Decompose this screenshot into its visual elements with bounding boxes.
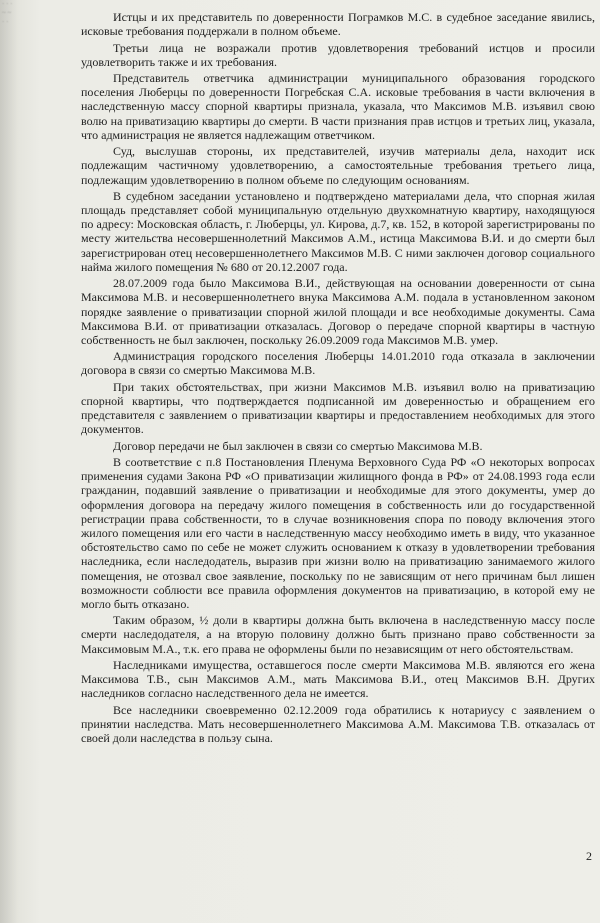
- paragraph: Все наследники своевременно 02.12.2009 года обратились к нотариусу с заявлением о принятии наследства. Мать несовершеннолетнего Максимова А.М. Максимова Т.В. отказалась от своей доли наследства в пользу сына.: [81, 702, 595, 746]
- paragraph: Договор передачи не был заключен в связи со смертью Максимова М.В.: [113, 438, 483, 453]
- paragraph: Администрация городского поселения Люберцы 14.01.2010 года отказала в заключении договора в связи со смертью Максимова М.В.: [81, 349, 595, 378]
- page-number: 2: [586, 849, 592, 863]
- paragraph: В соответствие с п.8 Постановления Пленума Верховного Суда РФ «О некоторых вопросах применения судами Закона РФ «О приватизации жилищного фонда в РФ» от 24.08.1993 года если гражданин, подавший заявление о приватизации и необходимые для этого документы, умер до оформления договора на передачу жилого помещения в собственность или до государственной регистрации права собственности, то в случае возникновения спора по поводу включения этого жилого помещения или его части в наследственную массу необходимо иметь в виду, что указанное обстоятельство само по себе не может служить основанием к отказу в удовлетворении требования наследника, если наследодатель, выразив при жизни волю на приватизацию занимаемого жилого помещения, не отозвал свое заявление, поскольку по не зависящим от него причинам был лишен возможности соблюсти все правила оформления документов на приватизацию, в которой ему не могло быть отказано.: [81, 454, 595, 611]
- paragraph: Истцы и их представитель по доверенности Пограмков М.С. в судебное заседание явились, исковые требования поддержали в полном объеме.: [81, 10, 595, 39]
- document-body: [81, 10, 595, 747]
- paragraph: Третьи лица не возражали против удовлетворения требований истцов и просили удовлетворить также и их требования.: [81, 40, 595, 69]
- paragraph: 28.07.2009 года было Максимова В.И., действующая на основании доверенности от сына Максимова М.В. и несовершеннолетнего внука Максимова А.М. подала в установленном законом порядке заявление о приватизации спорной жилой площади и все необходимые документы. Сама Максимова В.И. от приватизации отказалась. Договор о передаче спорной квартиры в частную собственность не был заключен, поскольку 26.09.2009 года Максимов М.В. умер.: [81, 276, 595, 347]
- paragraph: В судебном заседании установлено и подтверждено материалами дела, что спорная жилая площадь представляет собой муниципальную отдельную двухкомнатную квартиру, находящуюся по адресу: Московская область, г. Люберцы, ул. Кирова, д.7, кв. 152, в которой зарегистрированы по месту жительства несовершеннолетний Максимов А.М., истица Максимова В.И. и до смерти был зарегистрирован отец несовершеннолетнего Максимов М.В. С ними заключен договор социального найма жилого помещения № 680 от 20.12.2007 года.: [81, 188, 595, 274]
- paragraph: Таким образом, ½ доли в квартиры должна быть включена в наследственную массу после смерти наследодателя, а на вторую половину должно быть признано право собственности за Максимовым М.А., т.к. его права не оформлены были по независящим от него обстоятельствам.: [81, 613, 595, 656]
- paragraph: Наследниками имущества, оставшегося после смерти Максимова М.В. являются его жена Максимова Т.В., сын Максимов А.М., мать Максимова В.И., отец Максимов В.Н. Других наследников согласно наследственного дела не имеется.: [81, 657, 595, 701]
- paragraph: Представитель ответчика администрации муниципального образования городского поселения Люберцы по доверенности Погребская С.А. исковые требования в части включения в наследственную массу спорной квартиры признала, указала, что Максимов М.В. изъявил свою волю на приватизацию квартиры до смерти. В части признания прав истцов и третьих лиц, указала, что администрация не является надлежащим ответчиком.: [81, 71, 595, 142]
- previous-page-bleed-through: · · · ~ ~ · ·: [2, 0, 13, 26]
- paragraph: При таких обстоятельствах, при жизни Максимов М.В. изъявил волю на приватизацию спорной квартиры, что подтверждается подписанной им доверенностью и обращением его представителя с заявлением о приватизации квартиры и предоставлением необходимых для этого документов.: [81, 379, 595, 437]
- paragraph: Суд, выслушав стороны, их представителей, изучив материалы дела, находит иск подлежащим частичному удовлетворению, а самостоятельные требования третьего лица, подлежащим удовлетворению в полном объеме по следующим основаниям.: [81, 144, 595, 187]
